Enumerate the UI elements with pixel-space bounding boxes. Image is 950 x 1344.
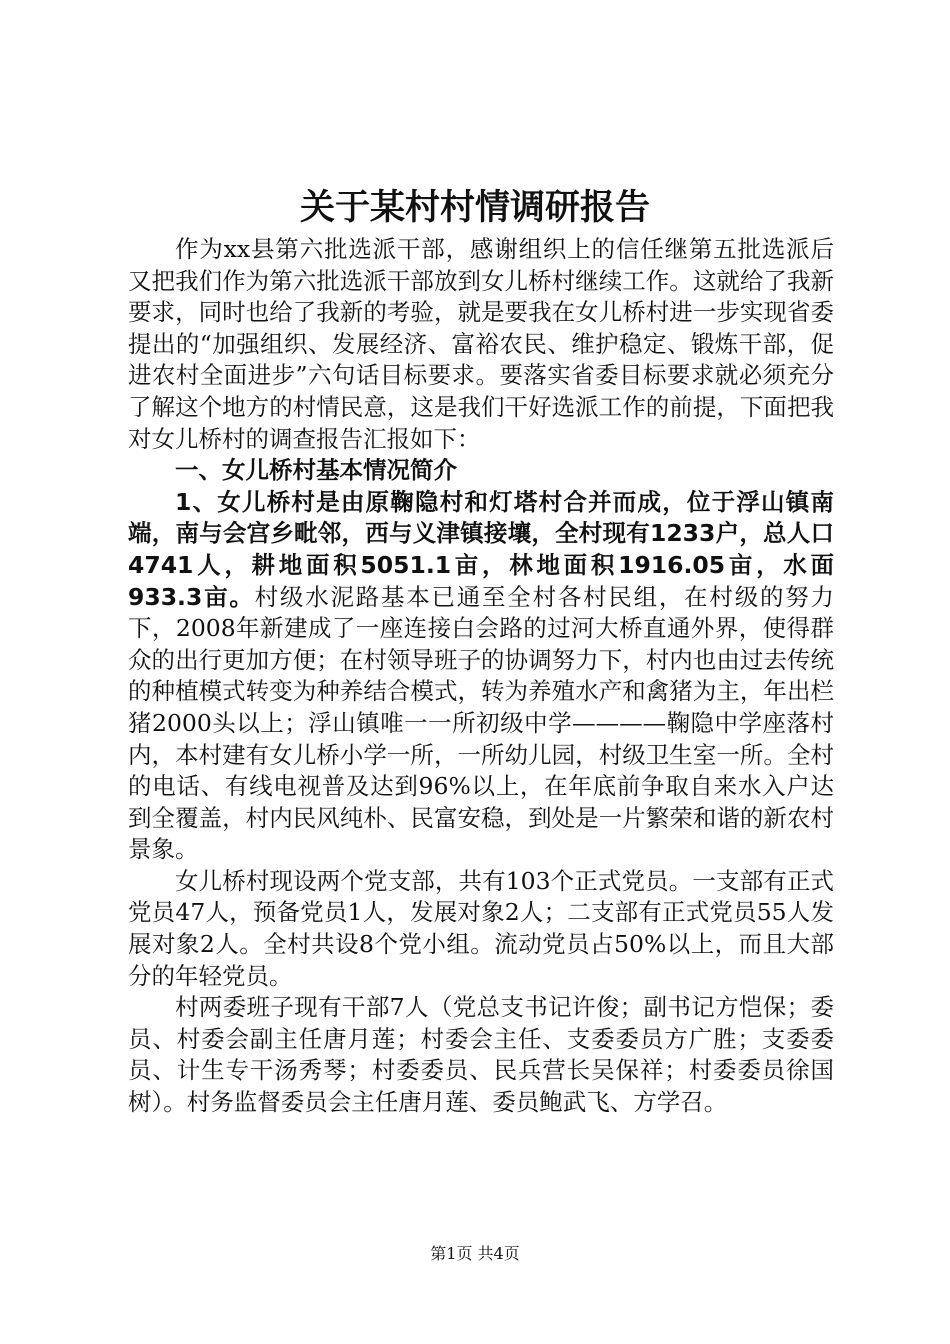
village-overview-bold-text: 1、女儿桥村是由原鞠隐村和灯塔村合并而成，位于浮山镇南端，南与会宫乡毗邻，西与义津镇接壤，全村现有1233户，总人口4741人，耕地面积5051.1亩，林地面积1916.05亩，水面933.3亩。 xyxy=(128,487,834,611)
document-title: 关于某村村情调研报告 xyxy=(299,188,650,228)
party-branch-paragraph: 女儿桥村现设两个党支部，共有103个正式党员。一支部有正式党员47人，预备党员1人，发展对象2人；二支部有正式党员55人发展对象2人。全村共设8个党小组。流动党员占50%以上，而且大部分的年轻党员。 xyxy=(128,866,834,990)
village-overview-text: 村级水泥路基本已通至全村各村民组，在村级的努力下，2008年新建成了一座连接白会路的过河大桥直通外界，使得群众的出行更加方便；在村领导班子的协调努力下，村内也由过去传统的种植模式转变为种养结合模式，转为养殖水产和禽猪为主，年出栏猪2000头以上；浮山镇唯一一所初级中学————鞠隐中学座落村内，本村建有女儿桥小学一所，一所幼儿园，村级卫生室一所。全村的电话、有线电视普及达到96%以上，在年底前争取自来水入户达到全覆盖，村内民风纯朴、民富安稳，到处是一片繁荣和谐的新农村景象。 xyxy=(128,582,834,864)
page-footer: 第1页 共4页 xyxy=(430,1244,520,1263)
village-overview-paragraph xyxy=(128,487,834,866)
section-heading: 一、女儿桥村基本情况简介 xyxy=(175,456,457,485)
committee-paragraph: 村两委班子现有干部7人（党总支书记许俊；副书记方恺保；委员、村委会副主任唐月莲；村委会主任、支委委员方广胜；支委委员、计生专干汤秀琴；村委委员、民兵营长吴保祥；村委委员徐国树）。村务监督委员会主任唐月莲、委员鲍武飞、方学召。 xyxy=(128,993,834,1117)
intro-paragraph: 作为xx县第六批选派干部，感谢组织上的信任继第五批选派后又把我们作为第六批选派干部放到女儿桥村继续工作。这就给了我新要求，同时也给了我新的考验，就是要我在女儿桥村进一步实现省委提出的“加强组织、发展经济、富裕农民、维护稳定、锻炼干部，促进农村全面进步”六句话目标要求。要落实省委目标要求就必须充分了解这个地方的村情民意，这是我们干好选派工作的前提，下面把我对女儿桥村的调查报告汇报如下： xyxy=(128,235,834,453)
document-body xyxy=(128,234,834,1119)
